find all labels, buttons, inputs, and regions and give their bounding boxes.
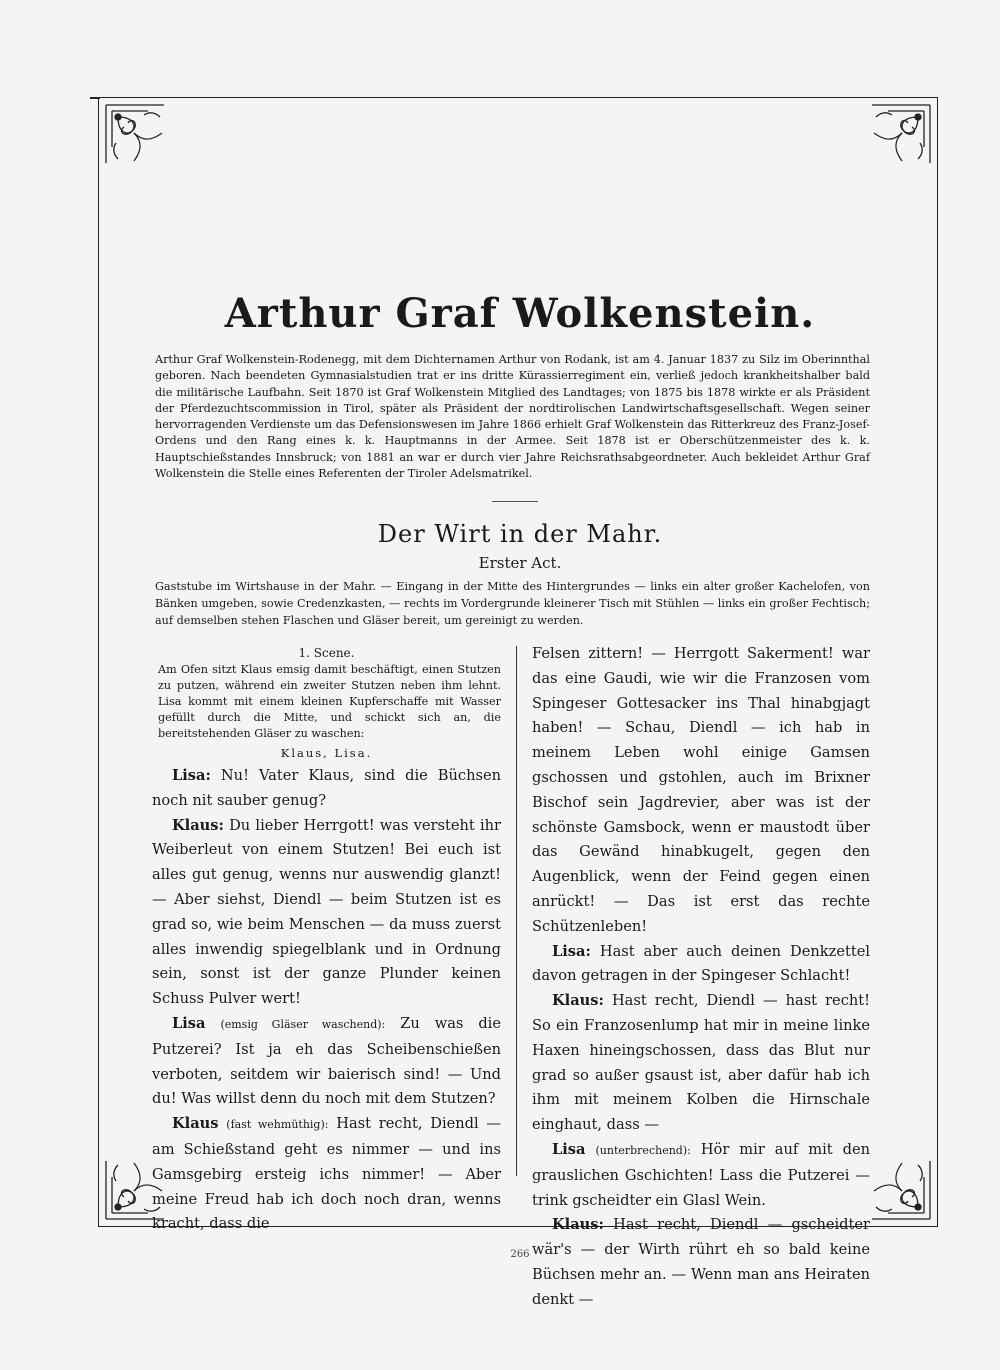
scene-heading: 1. Scene.	[298, 646, 355, 660]
play-title: Der Wirt in der Mahr.	[377, 520, 663, 548]
dialogue-line	[152, 1112, 501, 1237]
ornament-corner-icon	[862, 103, 932, 173]
speaker-direction: (unterbrechend):	[595, 1143, 691, 1157]
dialogue-text: Hast recht, Diendl — gscheidter wär's — der Wirth rührt eh so bald keine Büchsen mehr an. — Wenn man ans Heiraten denkt —	[532, 1216, 870, 1308]
page-number: 266	[510, 1249, 530, 1260]
scene-direction: Am Ofen sitzt Klaus emsig damit beschäftigt, einen Stutzen zu putzen, während ein zweiter Stutzen neben ihm lehnt. Lisa kommt mit einem kleinen Kupferschaffe mit Wasser gefüllt durch die Mitte, und schickt sich an, die bereitstehenden Gläser zu waschen:	[158, 663, 501, 740]
act-heading: Erster Act.	[478, 554, 562, 572]
dialogue-text: Hast recht, Diendl — hast recht! So ein Franzosenlump hat mir in meine linke Haxen hineingschossen, dass das Blut nur grad so außer gsaust ist, aber dafür hab ich ihm mit meinem Kolben die Hirnschale einghaut, dass —	[532, 992, 870, 1134]
dialogue-block	[532, 642, 870, 1313]
speaker-name: Klaus:	[552, 1216, 604, 1234]
left-column	[152, 646, 501, 1237]
dialogue-text: Zu was die Putzerei? Ist ja eh das Scheibenschießen verboten, seitdem wir baierisch sind! — Und du! Was willst denn du noch mit dem Stutzen?	[152, 1014, 501, 1108]
dialogue-line	[532, 989, 870, 1138]
dialogue-text: Felsen zittern! — Herrgott Sakerment! war das eine Gaudi, wie wir die Franzosen vom Spingeser Gottesacker ins Thal hinabgjagt haben! — Schau, Diendl — ich hab in meinem Leben wohl einige Gamsen gschossen und gstohlen, auch im Brixner Bischof sein Jagdrevier, aber was ist der schönste Gamsbock, wenn er maustodt über das Gewänd hinabkugelt, gegen den Augenblick, wenn der Feind gegen einen anrückt! — Das ist erst das rechte Schützenleben!	[532, 645, 870, 935]
column-divider	[516, 646, 517, 1176]
dialogue-line	[532, 940, 870, 990]
persons-list: Klaus, Lisa.	[280, 746, 373, 760]
border-extension	[90, 97, 100, 99]
speaker-direction: (emsig Gläser waschend):	[220, 1017, 386, 1031]
dialogue-text: Hast aber auch deinen Denkzettel davon getragen in der Spingeser Schlacht!	[532, 942, 870, 985]
speaker-name: Lisa:	[552, 942, 591, 960]
author-biography: Arthur Graf Wolkenstein-Rodenegg, mit dem Dichternamen Arthur von Rodank, ist am 4. Januar 1837 zu Silz im Oberinnthal geboren. Nach beendeten Gymnasialstudien trat er ins dritte Kürassierregiment ein, verließ jedoch krankheitshalber bald die militärische Laufbahn. Seit 1870 ist Graf Wolkenstein Mitglied des Landtages; von 1875 bis 1878 wirkte er als Präsident der Pferdezuchtscommission in Tirol, später als Präsident der nordtirolischen Landwirtschaftsgesellschaft. Wegen seiner hervorragenden Verdienste um das Defensionswesen im Jahre 1866 erhielt Graf Wolkenstein das Ritterkreuz des Franz-Josef-Ordens und den Rang eines k. k. Hauptmanns in der Armee. Seit 1878 ist er Oberschützenmeister des k. k. Hauptschießstandes Innsbruck; von 1881 an war er durch vier Jahre Reichsrathsabgeordneter. Auch bekleidet Arthur Graf Wolkenstein die Stelle eines Referenten der Tiroler Adelsmatrikel.	[155, 353, 870, 481]
speaker-name: Lisa:	[172, 767, 211, 784]
speaker-name: Lisa	[552, 1140, 586, 1158]
speaker-name: Klaus:	[552, 992, 604, 1010]
ornament-corner-icon	[862, 1151, 932, 1221]
dialogue-text: Hast recht, Diendl — am Schießstand geht es nimmer — und ins Gamsgebirg ersteig ichs nimmer! — Aber meine Freud hab ich doch noch dran, wenns kracht, dass die	[152, 1115, 502, 1233]
dialogue-line	[152, 764, 501, 814]
speaker-direction: (fast wehmüthig):	[226, 1118, 329, 1132]
dialogue-line	[532, 1213, 870, 1312]
section-divider	[492, 501, 538, 502]
dialogue-text: Du lieber Herrgott! was versteht ihr Weiberleut von einem Stutzen! Bei euch ist alles gut genug, wenns nur auswendig glanzt! — Aber siehst, Diendl — beim Stutzen ist es grad so, wie beim Menschen — da muss zuerst alles inwendig spiegelblank und in Ordnung sein, sonst ist der ganze Plunder keinen Schuss Pulver wert!	[152, 816, 502, 1008]
stage-direction: Gaststube im Wirtshause in der Mahr. — Eingang in der Mitte des Hintergrundes — links ein alter großer Kachelofen, von Bänken umgeben, sowie Credenzkasten, — rechts im Vordergrunde kleinerer Tisch mit Stühlen — links ein großer Fechtisch; auf demselben stehen Flaschen und Gläser bereit, um gereinigt zu werden.	[155, 580, 870, 627]
dialogue-text: Hör mir auf mit den grauslichen Gschichten! Lass die Putzerei — trink gscheidter ein Glasl Wein.	[532, 1140, 871, 1209]
dialogue-block	[152, 764, 501, 1237]
dialogue-line	[152, 1012, 501, 1112]
ornament-corner-icon	[104, 103, 174, 173]
dialogue-line	[532, 642, 870, 940]
right-column	[532, 642, 870, 1313]
dialogue-text: Nu! Vater Klaus, sind die Büchsen noch nit sauber genug?	[152, 767, 502, 809]
dialogue-line	[532, 1138, 870, 1213]
speaker-name: Lisa	[172, 1014, 206, 1032]
speaker-name: Klaus:	[172, 816, 224, 834]
dialogue-line	[152, 814, 501, 1012]
page-title: Arthur Graf Wolkenstein.	[224, 290, 816, 337]
speaker-name: Klaus	[172, 1115, 219, 1133]
